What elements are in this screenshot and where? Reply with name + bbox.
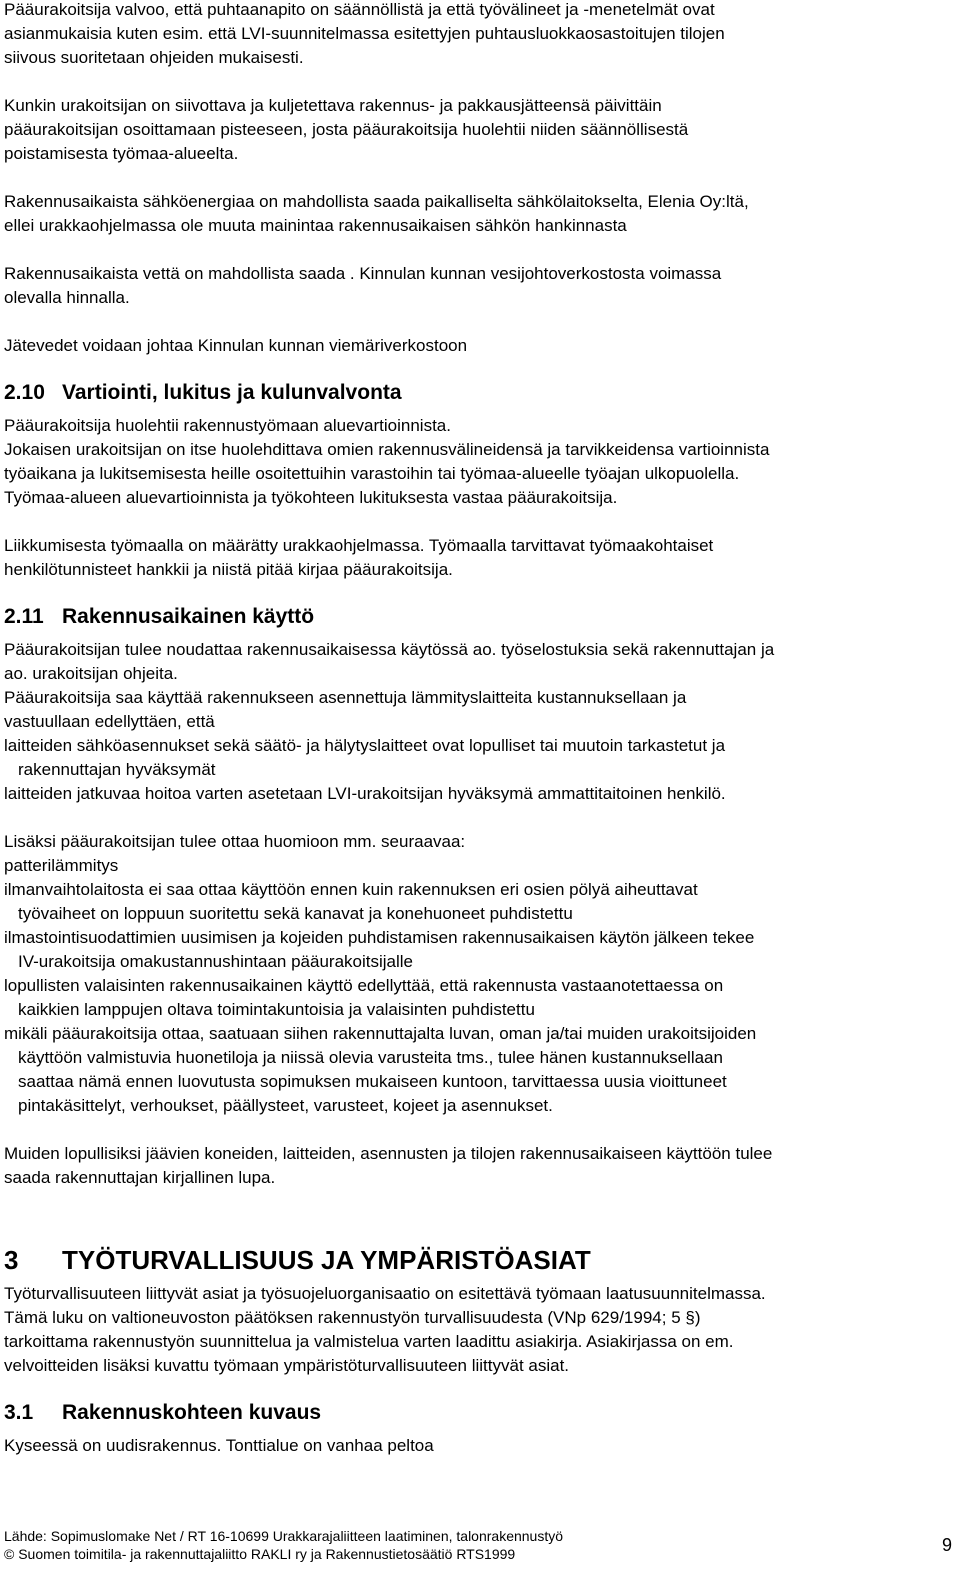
section-number: 3.1 — [4, 1401, 34, 1424]
paragraph-power — [4, 190, 952, 238]
list-item — [4, 1022, 952, 1118]
page-number: 9 — [941, 1535, 952, 1555]
paragraph-safety — [4, 1282, 952, 1378]
text-line: ao. urakoitsijan ohjeita. — [4, 664, 178, 683]
paragraph-cleaning — [4, 0, 952, 70]
text-line: ellei urakkaohjelmassa ole muuta mainintaa rakennusaikaisen sähkön hankinnasta — [4, 216, 627, 235]
list-item-text: laitteiden sähköasennukset sekä säätö- ja hälytyslaitteet ovat lopulliset tai muutoin tarkastetut ja — [4, 736, 726, 755]
footer-copyright: © Suomen toimitila- ja rakennuttajaliitto RAKLI ry ja Rakennustietosäätiö RTS1999 — [4, 1546, 516, 1562]
text-line: pääurakoitsijan osoittamaan pisteeseen, josta pääurakoitsija huolehtii niiden säännöllisestä — [4, 120, 689, 139]
text-line: siivous suoritetaan ohjeiden mukaisesti. — [4, 48, 304, 67]
paragraph-waste — [4, 94, 952, 166]
list-item — [4, 854, 952, 878]
text-line: Kunkin urakoitsijan on siivottava ja kuljetettava rakennus- ja pakkausjätteensä päivittäin — [4, 96, 662, 115]
footer-source: Lähde: Sopimuslomake Net / RT 16-10699 Urakkarajaliitteen laatiminen, talonrakennustyö — [4, 1528, 564, 1544]
text-line: Pääurakoitsijan tulee noudattaa rakennusaikaisessa käytössä ao. työselostuksia sekä rakennuttajan ja — [4, 640, 775, 659]
text-line: Työturvallisuuteen liittyvät asiat ja työsuojeluorganisaatio on esitettävä työmaan laatusuunnitelmassa. — [4, 1284, 766, 1303]
text-line: Pääurakoitsija valvoo, että puhtaanapito on säännöllistä ja että työvälineet ja -menetelmät ovat — [4, 0, 715, 19]
section-title: Rakennusaikainen käyttö — [62, 605, 315, 628]
list-item — [4, 734, 952, 782]
list-item-text: ilmastointisuodattimien uusimisen ja kojeiden puhdistamisen rakennusaikaisen käytön jälkeen tekee — [4, 928, 755, 947]
list-item-text: laitteiden jatkuvaa hoitoa varten asetetaan LVI-urakoitsijan hyväksymä ammattitaitoinen henkilö. — [4, 784, 726, 803]
text-line: työaikana ja lukitsemisesta heille osoitettuihin varastoihin tai työmaa-alueelle työajan ulkopuolella. — [4, 464, 740, 483]
paragraph-site — [4, 1434, 952, 1458]
section-title: Vartiointi, lukitus ja kulunvalvonta — [62, 381, 402, 404]
text-line: Lisäksi pääurakoitsijan tulee ottaa huomioon mm. seuraavaa: — [4, 832, 466, 851]
list-item-continuation: pintakäsittelyt, verhoukset, päällysteet, varusteet, kojeet ja asennukset. — [18, 1096, 553, 1115]
text-line: asianmukaisia kuten esim. että LVI-suunnitelmassa esitettyjen puhtausluokkaosastoitujen tilojen — [4, 24, 725, 43]
paragraph-final-devices — [4, 1142, 952, 1190]
text-line: Jätevedet voidaan johtaa Kinnulan kunnan viemäriverkostoon — [4, 336, 468, 355]
list-item-continuation: saattaa nämä ennen luovutusta sopimuksen mukaiseen kuntoon, tarvittaessa uusia vioittuneet — [18, 1072, 727, 1091]
chapter-title: TYÖTURVALLISUUS JA YMPÄRISTÖASIAT — [62, 1245, 591, 1275]
list-item-text: ilmanvaihtolaitosta ei saa ottaa käyttöön ennen kuin rakennuksen eri osien pölyä aiheuttavat — [4, 880, 698, 899]
text-line: Pääurakoitsija saa käyttää rakennukseen asennettuja lämmityslaitteita kustannuksellaan ja — [4, 688, 687, 707]
paragraph-guarding — [4, 414, 952, 510]
paragraph-sewage — [4, 334, 952, 358]
list-item — [4, 926, 952, 974]
text-line: velvoitteiden lisäksi kuvattu työmaan ympäristöturvallisuuteen liittyvät asiat. — [4, 1356, 570, 1375]
paragraph-usage — [4, 638, 952, 734]
paragraph-additionally — [4, 830, 952, 854]
text-line: Kyseessä on uudisrakennus. Tonttialue on vanhaa peltoa — [4, 1436, 434, 1455]
list-item-text: patterilämmitys — [4, 856, 119, 875]
text-line: Muiden lopullisiksi jäävien koneiden, laitteiden, asennusten ja tilojen rakennusaikaiseen käyttöön tulee — [4, 1144, 773, 1163]
section-heading-3-1 — [4, 1400, 952, 1426]
text-line: Pääurakoitsija huolehtii rakennustyömaan aluevartioinnista. — [4, 416, 451, 435]
chapter-heading-3 — [4, 1244, 952, 1276]
section-title: Rakennuskohteen kuvaus — [62, 1401, 322, 1424]
text-line: Liikkumisesta työmaalla on määrätty urakkaohjelmassa. Työmaalla tarvittavat työmaakohtaiset — [4, 536, 714, 555]
list-item-continuation: työvaiheet on loppuun suoritettu sekä kanavat ja konehuoneet puhdistettu — [18, 904, 573, 923]
text-line: Rakennusaikaista sähköenergiaa on mahdollista saada paikalliselta sähkölaitokselta, Elenia Oy:ltä, — [4, 192, 749, 211]
list-item-continuation: kaikkien lamppujen oltava toimintakuntoisia ja valaisinten puhdistettu — [18, 1000, 535, 1019]
paragraph-water — [4, 262, 952, 310]
text-line: tarkoittama rakennustyön suunnittelua ja valmistelua varten laadittu asiakirja. Asiakirjassa on em. — [4, 1332, 734, 1351]
text-line: saada rakennuttajan kirjallinen lupa. — [4, 1168, 276, 1187]
list-item — [4, 974, 952, 1022]
text-line: Rakennusaikaista vettä on mahdollista saada . Kinnulan kunnan vesijohtoverkostosta voimassa — [4, 264, 722, 283]
list-item-text: lopullisten valaisinten rakennusaikainen käyttö edellyttää, että rakennusta vastaanotettaessa on — [4, 976, 724, 995]
list-item-continuation: IV-urakoitsija omakustannushintaan pääurakoitsijalle — [18, 952, 414, 971]
list-item-continuation: rakennuttajan hyväksymät — [18, 760, 216, 779]
text-line: poistamisesta työmaa-alueelta. — [4, 144, 239, 163]
list-item-text: mikäli pääurakoitsija ottaa, saatuaan siihen rakennuttajalta luvan, oman ja/tai muiden urakoitsijoiden — [4, 1024, 757, 1043]
section-number: 2.10 — [4, 381, 45, 404]
text-line: henkilötunnisteet hankkii ja niistä pitää kirjaa pääurakoitsija. — [4, 560, 453, 579]
text-line: Jokaisen urakoitsijan on itse huolehdittava omien rakennusvälineidensä ja tarvikkeidensa vartioinnista — [4, 440, 770, 459]
chapter-number: 3 — [4, 1245, 19, 1275]
section-heading-2-11 — [4, 604, 952, 630]
paragraph-movement — [4, 534, 952, 582]
section-number: 2.11 — [4, 605, 44, 628]
page-footer — [4, 1527, 952, 1563]
section-heading-2-10 — [4, 380, 952, 406]
list-item — [4, 782, 952, 806]
list-item — [4, 878, 952, 926]
text-line: Työmaa-alueen aluevartioinnista ja työkohteen lukituksesta vastaa pääurakoitsija. — [4, 488, 618, 507]
document-page — [4, 0, 952, 1458]
conditions-list — [4, 734, 952, 806]
text-line: Tämä luku on valtioneuvoston päätöksen rakennustyön turvallisuudesta (VNp 629/1994; 5 §) — [4, 1308, 701, 1327]
text-line: vastuullaan edellyttäen, että — [4, 712, 215, 731]
additional-list — [4, 854, 952, 1118]
text-line: olevalla hinnalla. — [4, 288, 130, 307]
list-item-continuation: käyttöön valmistuvia huonetiloja ja niissä olevia varusteita tms., tulee hänen kustannuksellaan — [18, 1048, 723, 1067]
